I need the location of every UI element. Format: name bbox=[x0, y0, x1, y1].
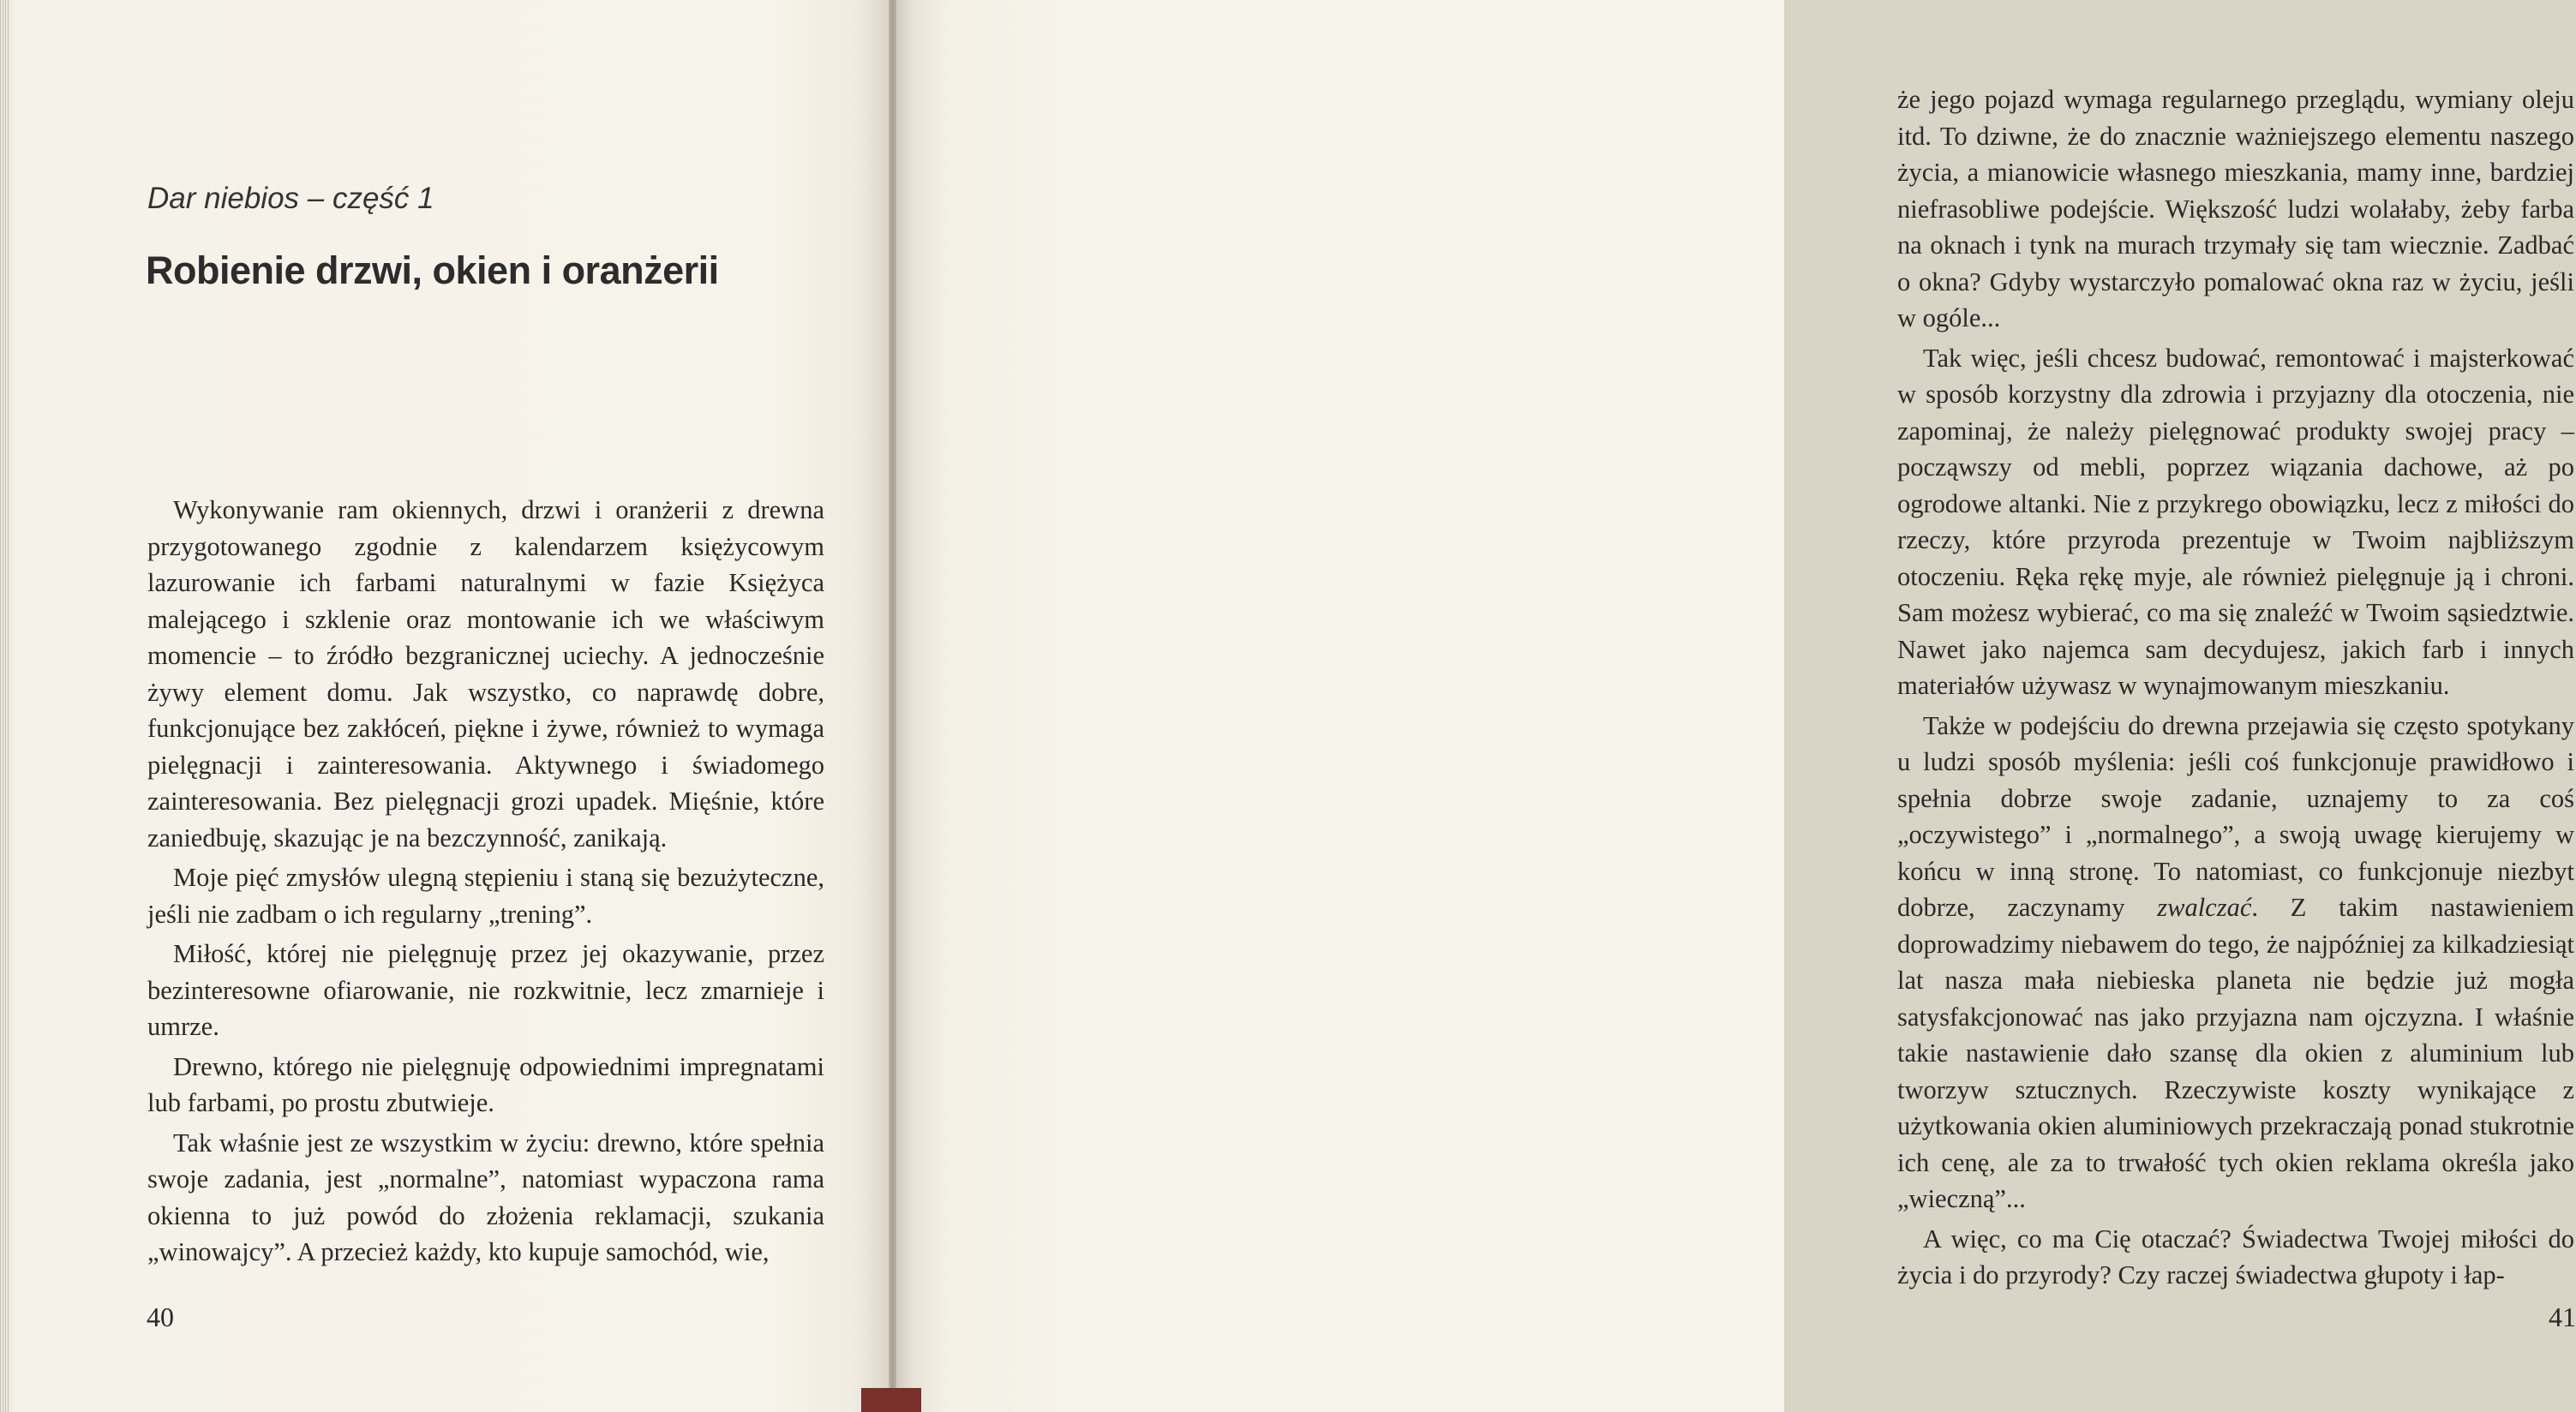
paragraph: Moje pięć zmysłów ulegną stępieniu i staną się bezużyteczne, jeśli nie zadbam o ich regularny „trening”. bbox=[147, 863, 824, 929]
book-spine-bottom bbox=[861, 1388, 921, 1412]
page-number-left: 40 bbox=[147, 1301, 174, 1332]
emphasized-word: zwalczać bbox=[2157, 893, 2252, 922]
right-page bbox=[896, 0, 2576, 1412]
paragraph: A więc, co ma Cię otaczać? Świadectwa Twojej miłości do życia i do przyrody? Czy raczej świadectwa głupoty i łap- bbox=[1897, 1224, 2574, 1289]
paragraph: Tak właśnie jest ze wszystkim w życiu: drewno, które spełnia swoje zadania, jest „normalne”, natomiast wypaczona rama okienna to już powód do złożenia reklamacji, szukania „winowajcy”. A przecież każdy, kto kupuje samochód, wie, bbox=[147, 1128, 824, 1266]
paragraph: Tak więc, jeśli chcesz budować, remontować i majsterkować w sposób korzystny dla zdrowia i przyjazny dla otoczenia, nie zapominaj, że należy pielęgnować produkty swojej pracy – począwszy od mebli, poprzez wiązania dachowe, aż po ogrodowe altanki. Nie z przykrego obowiązku, lecz z miłości do rzeczy, które przyroda prezentuje w Twoim najbliższym otoczeniu. Ręka rękę myje, ale również pielęgnuje ją i chroni. Sam możesz wybierać, co ma się znaleźć w Twoim sąsiedztwie. Nawet jako najemca sam decydujesz, jakich farb i innych materiałów używasz w wynajmowanym mieszkaniu. bbox=[1897, 343, 2574, 700]
chapter-subtitle: Dar niebios – część 1 bbox=[147, 182, 434, 215]
paragraph-text: . Z takim nastawieniem doprowadzimy niebawem do tego, że najpóźniej za kilkadziesiąt lat nasza mała niebieska planeta nie będzie już mogła satysfakcjonować nas jako przyjazna nam ojczyzna. I właśnie takie nastawienie dało szansę dla okien z aluminium lub tworzyw sztucznych. Rzeczywiste koszty wynikające z użytkowania okien aluminiowych przekraczają ponad stukrotnie ich cenę, ale za to trwałość tych okien reklama określa jako „wieczną”... bbox=[1897, 893, 2574, 1213]
book-gutter bbox=[889, 0, 896, 1412]
paragraph: Drewno, którego nie pielęgnuję odpowiednimi impregnatami lub farbami, po prostu zbutwieje. bbox=[147, 1051, 824, 1117]
page-edges bbox=[0, 0, 9, 1412]
paragraph: Miłość, której nie pielęgnuję przez jej okazywanie, przez bezinteresowne ofiarowanie, nie rozkwitnie, lecz zmarnieje i umrze. bbox=[147, 939, 824, 1041]
paragraph-text: Także w podejściu do drewna przejawia się często spotykany u ludzi sposób myślenia: jeśli coś funkcjonuje prawidłowo i spełnia dobrze swoje zadanie, uznajemy to za coś „oczywistego” i „normalnego”, a swoją uwagę kierujemy w końcu w inną stronę. To natomiast, co funkcjonuje niezbyt dobrze, zaczynamy bbox=[1897, 710, 2574, 922]
left-body-text bbox=[147, 492, 824, 1271]
paragraph bbox=[1897, 708, 2574, 1218]
chapter-title: Robienie drzwi, okien i oranżerii bbox=[146, 248, 719, 292]
page-number-right: 41 bbox=[2549, 1301, 2576, 1332]
left-page bbox=[0, 0, 889, 1412]
paragraph: że jego pojazd wymaga regularnego przeglądu, wymiany oleju itd. To dziwne, że do znacznie ważniejszego elementu naszego życia, a mianowicie własnego mieszkania, mamy inne, bardziej niefrasobliwe podejście. Większość ludzi wolałaby, żeby farba na oknach i tynk na murach trzymały się tam wiecznie. Zadbać o okna? Gdyby wystarczyło pomalować okna raz w życiu, jeśli w ogóle... bbox=[1897, 85, 2574, 332]
paragraph: Wykonywanie ram okiennych, drzwi i oranżerii z drewna przygotowanego zgodnie z kalendarzem księżycowym lazurowanie ich farbami naturalnymi w fazie Księżyca malejącego i szklenie oraz montowanie ich we właściwym momencie – to źródło bezgranicznej uciechy. A jednocześnie żywy element domu. Jak wszystko, co naprawdę dobre, funkcjonujące bez zakłóceń, piękne i żywe, również to wymaga pielęgnacji i zainteresowania. Aktywnego i świadomego zainteresowania. Bez pielęgnacji grozi upadek. Mięśnie, które zaniedbuję, skazując je na bezczynność, zanikają. bbox=[147, 495, 824, 853]
right-body-text bbox=[1897, 81, 2574, 1294]
